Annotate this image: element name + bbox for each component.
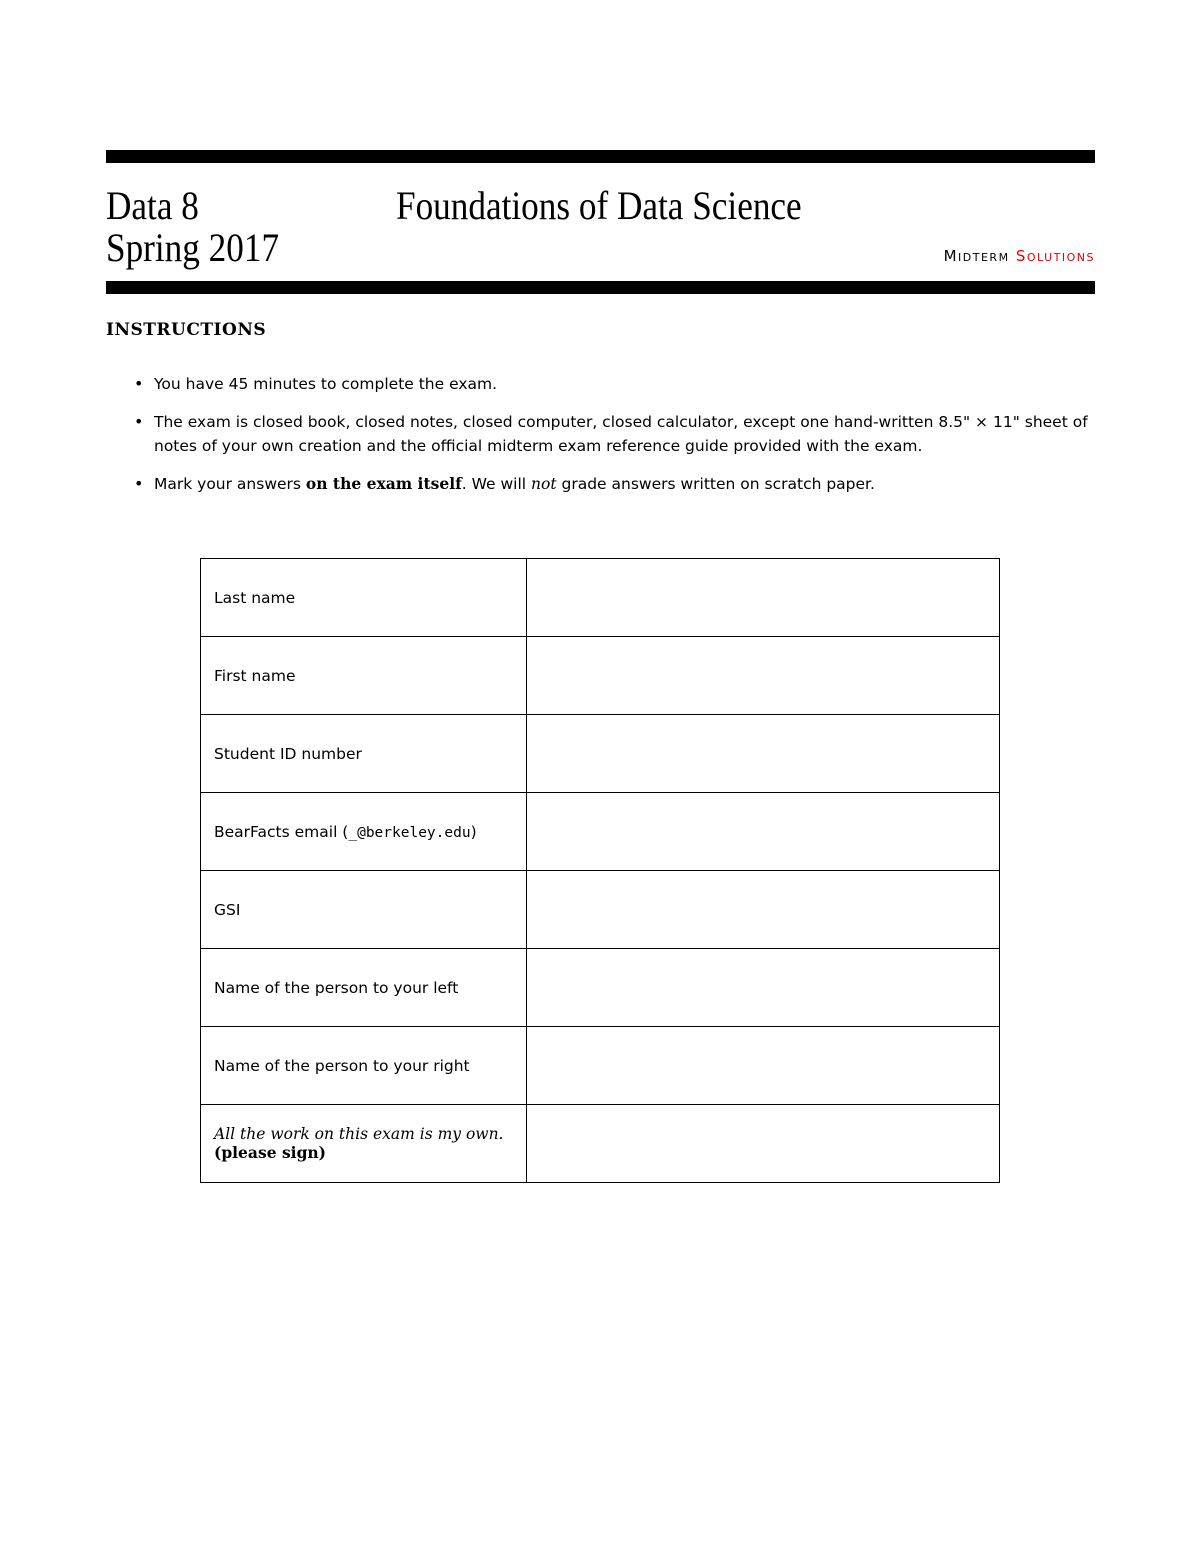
table-row <box>201 871 1000 949</box>
instructions-heading: INSTRUCTIONS <box>106 320 267 340</box>
exam-label <box>944 247 1095 265</box>
header-top-rule <box>106 150 1095 163</box>
email-field[interactable] <box>527 793 1000 871</box>
email-label-domain: _@berkeley.edu <box>348 824 471 841</box>
gsi-field[interactable] <box>527 871 1000 949</box>
subject-title: Foundations of Data Science <box>396 183 802 228</box>
student-id-label: Student ID number <box>201 715 527 793</box>
instruction-item <box>134 472 1094 496</box>
email-label <box>201 793 527 871</box>
instruction-text-mark-emph: not <box>531 475 557 493</box>
instruction-text-mark-pre: Mark your answers <box>154 475 306 493</box>
exam-label-midterm: Midterm <box>943 247 1010 265</box>
table-row <box>201 1027 1000 1105</box>
gsi-label: GSI <box>201 871 527 949</box>
table-row <box>201 1105 1000 1183</box>
instruction-item <box>134 410 1094 458</box>
signature-label <box>201 1105 527 1183</box>
signature-field[interactable] <box>527 1105 1000 1183</box>
last-name-label: Last name <box>201 559 527 637</box>
header-bottom-rule <box>106 281 1095 294</box>
left-person-label: Name of the person to your left <box>201 949 527 1027</box>
table-row <box>201 793 1000 871</box>
signature-instruction: (please sign) <box>214 1143 327 1162</box>
table-row <box>201 559 1000 637</box>
course-title: Data 8 <box>106 183 199 228</box>
right-person-field[interactable] <box>527 1027 1000 1105</box>
table-row <box>201 637 1000 715</box>
first-name-field[interactable] <box>527 637 1000 715</box>
instructions-list <box>134 372 1094 510</box>
instruction-text-mark-mid: . We will <box>461 475 532 493</box>
left-person-field[interactable] <box>527 949 1000 1027</box>
instruction-text-mark-post: grade answers written on scratch paper. <box>556 475 875 493</box>
instruction-item <box>134 372 1094 396</box>
exam-label-solutions: Solutions <box>1015 247 1095 265</box>
instruction-text-materials: The exam is closed book, closed notes, closed computer, closed calculator, except one hand-written 8.5" × 11" sheet of notes of your own creation and the official midterm exam reference guide provided with the exam. <box>154 413 1088 455</box>
student-info-table <box>200 558 1000 1183</box>
table-row <box>201 949 1000 1027</box>
instruction-text-time: You have 45 minutes to complete the exam. <box>154 375 498 393</box>
instruction-text-mark-bold: on the exam itself <box>305 474 462 493</box>
table-row <box>201 715 1000 793</box>
first-name-label: First name <box>201 637 527 715</box>
last-name-field[interactable] <box>527 559 1000 637</box>
right-person-label: Name of the person to your right <box>201 1027 527 1105</box>
student-id-field[interactable] <box>527 715 1000 793</box>
signature-statement: All the work on this exam is my own. <box>214 1125 504 1143</box>
email-label-post: ) <box>470 822 477 841</box>
email-label-pre: BearFacts email ( <box>214 822 349 841</box>
term-title: Spring 2017 <box>106 225 280 270</box>
